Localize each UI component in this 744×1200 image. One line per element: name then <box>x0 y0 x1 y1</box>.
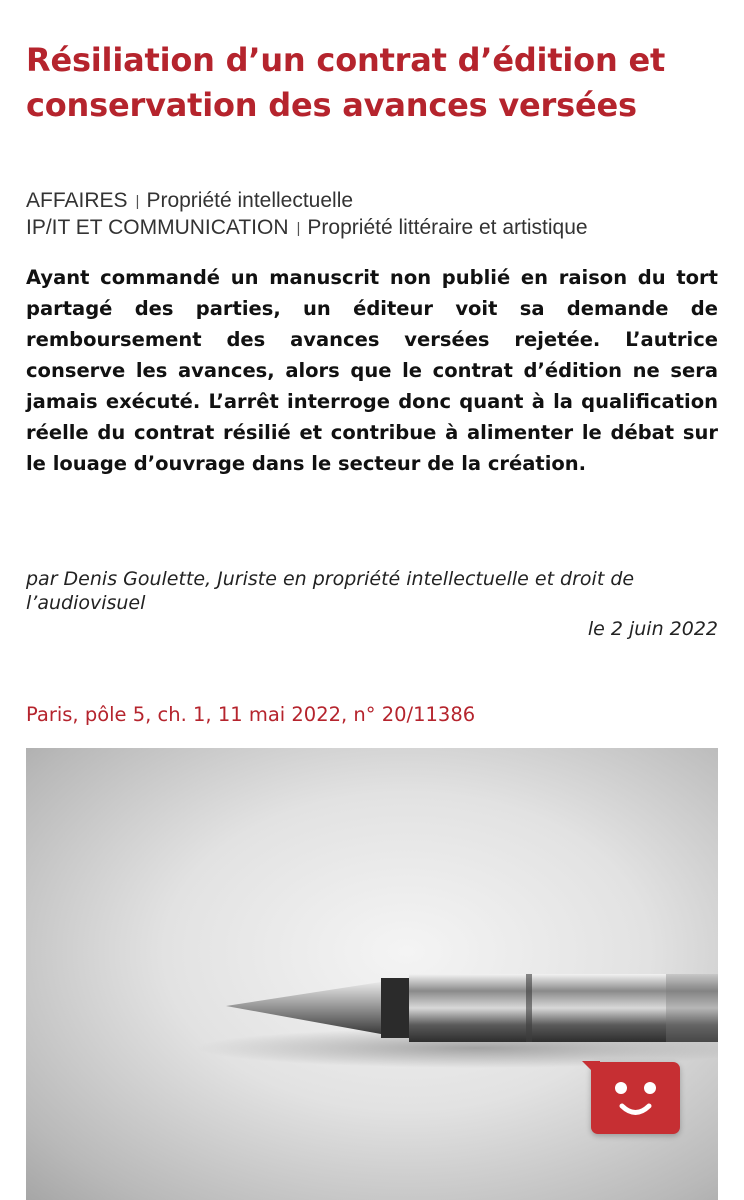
category-section-link[interactable]: IP/IT ET COMMUNICATION <box>26 216 289 239</box>
chat-widget-button[interactable] <box>591 1062 680 1134</box>
publication-date: le 2 juin 2022 <box>587 618 718 640</box>
category-row <box>26 215 726 242</box>
article-summary: Ayant commandé un manuscrit non publié en raison du tort partagé des parties, un éditeur voit sa demande de remboursement des avances versées rejetée. L’autrice conserve les avances, alors que le contrat d’édition ne sera jamais exécuté. L’arrêt interroge donc quant à la qualification réelle du contrat résilié et contribue à alimenter le débat sur le louage d’ouvrage dans le secteur de la création. <box>26 266 718 475</box>
article-title: Résiliation d’un contrat d’édition et conservation des avances versées <box>26 41 666 124</box>
category-section-link[interactable]: AFFAIRES <box>26 189 128 212</box>
category-row <box>26 188 726 215</box>
category-subsection-link[interactable]: Propriété intellectuelle <box>146 189 354 212</box>
decision-reference: Paris, pôle 5, ch. 1, 11 mai 2022, n° 20/11386 <box>26 703 476 726</box>
pen-collar <box>381 978 409 1038</box>
category-subsection-link[interactable]: Propriété littéraire et artistique <box>307 216 588 239</box>
pen <box>226 974 718 1042</box>
author-byline: par Denis Goulette, Juriste en propriété intellectuelle et droit de l’audiovisuel <box>26 568 635 614</box>
category-separator: | <box>296 220 301 237</box>
pen-nib <box>226 982 381 1034</box>
category-separator: | <box>135 193 140 210</box>
smiley-chat-icon <box>591 1062 680 1134</box>
category-list <box>26 188 726 242</box>
